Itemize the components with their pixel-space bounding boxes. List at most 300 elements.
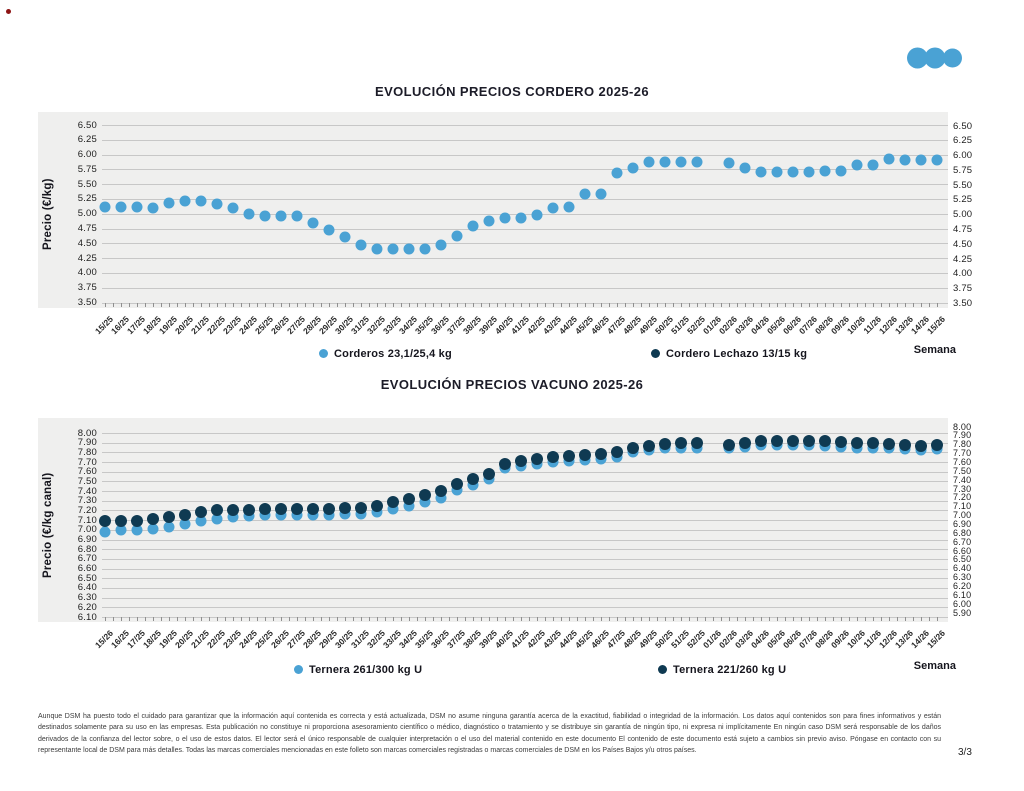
y-axis-tick-label-right: 8.00 [953, 421, 972, 432]
axis-tick-mark [825, 617, 826, 621]
axis-tick-mark [929, 617, 930, 621]
data-point [660, 157, 671, 168]
data-point [436, 240, 447, 251]
y-axis-tick-label-right: 5.25 [953, 194, 973, 206]
data-point [611, 446, 623, 458]
axis-tick-mark [553, 303, 554, 307]
data-point [868, 160, 879, 171]
axis-tick-mark [433, 303, 434, 307]
axis-tick-mark [457, 617, 458, 621]
axis-tick-mark [289, 303, 290, 307]
data-point [675, 437, 687, 449]
y-axis-tick-label-right: 6.40 [953, 563, 972, 574]
data-point [291, 503, 303, 515]
axis-tick-mark [209, 303, 210, 307]
x-axis-week-label: 27/25 [284, 628, 308, 651]
axis-tick-mark [929, 303, 930, 307]
y-axis-tick-label: 8.00 [77, 427, 97, 439]
x-axis-week-label: 36/25 [428, 628, 452, 651]
axis-tick-mark [329, 303, 330, 307]
axis-tick-mark [201, 617, 202, 621]
legend-item [294, 660, 422, 678]
axis-tick-mark [937, 303, 938, 307]
axis-tick-mark [273, 303, 274, 307]
cordero-chart-title: EVOLUCIÓN PRECIOS CORDERO 2025-26 [375, 84, 649, 99]
x-axis-week-label: 21/25 [188, 314, 212, 337]
data-point [403, 493, 415, 505]
axis-tick-mark [561, 303, 562, 307]
legend-dot-icon [658, 665, 667, 674]
data-point [308, 218, 319, 229]
axis-tick-mark [121, 303, 122, 307]
y-axis-label: Precio (€/kg canal) [42, 472, 54, 578]
y-axis-tick-label-right: 7.70 [953, 448, 972, 459]
data-point [724, 157, 735, 168]
x-axis-week-label: 32/25 [364, 628, 388, 651]
axis-tick-mark [473, 617, 474, 621]
y-axis-tick-label-right: 4.50 [953, 238, 973, 250]
data-point [691, 437, 703, 449]
legend-dot-icon [651, 349, 660, 358]
data-point [723, 439, 735, 451]
axis-tick-mark [385, 617, 386, 621]
x-axis-week-label: 22/25 [204, 628, 228, 651]
data-point [132, 202, 143, 213]
y-axis-tick-label: 5.50 [77, 178, 97, 190]
y-axis-tick-label: 6.40 [77, 582, 97, 594]
y-axis-tick-label: 6.20 [77, 601, 97, 613]
data-point [547, 451, 559, 463]
x-axis-week-label: 49/25 [636, 628, 660, 651]
x-axis-week-label: 11/26 [861, 314, 884, 336]
y-axis-tick-label-right: 4.00 [953, 268, 973, 280]
axis-tick-mark [881, 617, 882, 621]
x-axis-week-label: 46/25 [588, 628, 612, 651]
gridline [102, 229, 948, 230]
x-axis-week-label: 01/26 [700, 314, 724, 337]
legend-label: Corderos 23,1/25,4 kg [334, 348, 452, 360]
y-axis-tick-label: 3.50 [77, 297, 97, 308]
axis-tick-mark [337, 617, 338, 621]
data-point [931, 439, 943, 451]
axis-tick-mark [785, 303, 786, 307]
x-axis-week-label: 25/25 [252, 628, 276, 651]
axis-tick-mark [137, 303, 138, 307]
axis-tick-mark [537, 303, 538, 307]
x-axis-week-label: 52/25 [684, 628, 708, 651]
x-axis-week-label: 01/26 [700, 628, 724, 651]
axis-tick-mark [305, 617, 306, 621]
axis-tick-mark [185, 303, 186, 307]
data-point [851, 437, 863, 449]
axis-tick-mark [809, 617, 810, 621]
axis-tick-mark [753, 617, 754, 621]
axis-tick-mark [345, 617, 346, 621]
axis-tick-mark [417, 303, 418, 307]
axis-tick-mark [489, 303, 490, 307]
x-axis-week-label: 52/25 [684, 314, 708, 337]
gridline [102, 559, 948, 560]
axis-tick-mark [393, 303, 394, 307]
y-axis-tick-label: 6.60 [77, 563, 97, 575]
axis-tick-mark [193, 617, 194, 621]
data-point [212, 198, 223, 209]
axis-tick-mark [545, 303, 546, 307]
data-point [819, 435, 831, 447]
y-axis-tick-label-right: 6.80 [953, 527, 972, 538]
axis-tick-mark [937, 617, 938, 621]
axis-tick-mark [857, 303, 858, 307]
gridline [102, 125, 948, 126]
axis-tick-mark [665, 303, 666, 307]
axis-tick-mark [817, 303, 818, 307]
x-axis-week-label: 42/25 [524, 628, 548, 651]
y-axis-tick-label-right: 6.50 [953, 120, 973, 132]
legend-label: Cordero Lechazo 13/15 kg [666, 348, 808, 360]
axis-tick-mark [577, 303, 578, 307]
gridline [102, 155, 948, 156]
y-axis-tick-label: 4.75 [77, 223, 97, 235]
y-axis-tick-label: 6.25 [77, 134, 97, 146]
data-point [483, 468, 495, 480]
legend-label: Ternera 221/260 kg U [673, 664, 787, 676]
x-axis-week-label: 37/25 [444, 314, 468, 337]
y-axis-tick-label-right: 7.60 [953, 456, 972, 467]
data-point [692, 157, 703, 168]
x-axis-week-label: 33/25 [380, 628, 404, 651]
y-axis-tick-label-right: 4.75 [953, 224, 973, 236]
axis-tick-mark [841, 303, 842, 307]
gridline [102, 501, 948, 502]
data-point [756, 167, 767, 178]
axis-tick-mark [281, 617, 282, 621]
data-point [196, 195, 207, 206]
x-axis-week-label: 12/26 [876, 314, 900, 337]
gridline [102, 569, 948, 570]
gridline [102, 243, 948, 244]
axis-tick-mark [729, 303, 730, 307]
data-point [515, 455, 527, 467]
data-point [228, 203, 239, 214]
data-point [900, 154, 911, 165]
x-axis-week-label: 10/26 [844, 628, 868, 651]
x-axis-week-label: 40/25 [492, 628, 516, 651]
x-axis-week-label: 13/26 [892, 314, 916, 337]
data-point [99, 515, 111, 527]
axis-tick-mark [625, 617, 626, 621]
axis-tick-mark [145, 617, 146, 621]
axis-tick-mark [649, 303, 650, 307]
x-axis-week-label: 49/25 [636, 314, 660, 337]
y-axis-tick-label-right: 4.25 [953, 253, 973, 265]
x-axis-week-label: 02/26 [716, 314, 740, 337]
x-axis-week-label: 06/26 [780, 314, 804, 337]
axis-tick-mark [897, 303, 898, 307]
y-axis-label: Precio (€/kg) [42, 178, 54, 250]
cordero-price-chart [38, 112, 973, 360]
axis-tick-mark [265, 617, 266, 621]
axis-tick-mark [697, 303, 698, 307]
x-axis-week-label: 51/25 [668, 314, 692, 337]
data-point [659, 438, 671, 450]
legend-label: Ternera 261/300 kg U [309, 664, 423, 676]
axis-tick-mark [241, 303, 242, 307]
data-point [739, 437, 751, 449]
y-axis-tick-label-right: 7.10 [953, 501, 972, 512]
x-axis-week-label: 45/25 [572, 628, 596, 651]
axis-tick-mark [913, 303, 914, 307]
gridline [102, 452, 948, 453]
data-point [227, 504, 239, 516]
axis-tick-mark [321, 303, 322, 307]
axis-tick-mark [817, 617, 818, 621]
x-axis-week-label: 48/25 [620, 314, 644, 337]
y-axis-tick-label: 7.10 [77, 514, 97, 526]
y-axis-tick-label: 6.30 [77, 592, 97, 604]
data-point [788, 167, 799, 178]
x-axis-week-label: 20/25 [172, 314, 196, 337]
gridline [102, 199, 948, 200]
axis-tick-mark [121, 617, 122, 621]
gridline [102, 303, 948, 304]
axis-tick-mark [393, 617, 394, 621]
axis-tick-mark [609, 617, 610, 621]
y-axis-tick-label: 4.00 [77, 267, 97, 279]
data-point [771, 435, 783, 447]
axis-tick-mark [169, 617, 170, 621]
x-axis-week-label: 20/25 [172, 628, 196, 651]
axis-tick-mark [641, 617, 642, 621]
axis-tick-mark [529, 303, 530, 307]
axis-tick-mark [361, 617, 362, 621]
axis-tick-mark [377, 303, 378, 307]
data-point [787, 435, 799, 447]
y-axis-tick-label: 3.75 [77, 282, 97, 294]
y-axis-tick-label: 7.30 [77, 495, 97, 507]
axis-tick-mark [897, 617, 898, 621]
axis-tick-mark [145, 303, 146, 307]
data-point [244, 208, 255, 219]
x-axis-week-label: 16/25 [108, 314, 132, 337]
legend-item [658, 660, 786, 678]
axis-tick-mark [745, 617, 746, 621]
axis-tick-mark [417, 617, 418, 621]
dsm-three-dots-icon [906, 45, 964, 73]
x-axis-week-label: 23/25 [220, 314, 244, 337]
x-axis-week-label: 14/26 [908, 628, 932, 651]
axis-tick-mark [561, 617, 562, 621]
y-axis-tick-label-right: 7.50 [953, 465, 972, 476]
data-point [307, 503, 319, 515]
data-point [548, 202, 559, 213]
x-axis-week-label: 40/25 [492, 314, 516, 337]
data-point [292, 211, 303, 222]
data-point [148, 203, 159, 214]
axis-tick-mark [921, 303, 922, 307]
axis-tick-mark [545, 617, 546, 621]
disclaimer-text: Aunque DSM ha puesto todo el cuidado para garantizar que la información aquí contenida es correcta y está actualizada, DSM no asume ninguna garantía acerca de la exactitud, fiabilidad o integridad de la información. Los datos aquí contenidos son para fines informativos y están destinados solamente para su uso en las empresas. Esta publicación no constituye ni proporciona asesoramiento científico o médico, diagnóstico o tratamiento y se distribuye sin garantía de ningún tipo, ni expresa ni implícitamente En ningún caso DSM será responsable de los daños derivados de la confianza del lector sobre, o el uso de estos datos. El lector será el único responsable de cualquier interpretación o el uso del material contenido en este documento El contenido de este documento está sujeto a cambios sin previo aviso. Póngase en contacto con su representante local de DSM para más detalles. Todas las marcas comerciales mencionadas en este folleto son marcas comerciales registradas o marcas comerciales de DSM en los Países Bajos y/u otros países. [38, 713, 941, 754]
gridline [102, 549, 948, 550]
axis-tick-mark [529, 617, 530, 621]
y-axis-tick-label: 6.50 [77, 119, 97, 131]
axis-tick-mark [369, 303, 370, 307]
axis-tick-mark [833, 617, 834, 621]
y-axis-tick-label-right: 5.00 [953, 209, 973, 221]
x-axis-week-label: 36/25 [428, 314, 452, 337]
legend-item [651, 344, 807, 362]
axis-tick-mark [697, 617, 698, 621]
axis-tick-mark [705, 303, 706, 307]
x-axis-week-label: 22/25 [204, 314, 228, 337]
data-point [563, 450, 575, 462]
data-point [836, 165, 847, 176]
axis-tick-mark [673, 617, 674, 621]
gridline [102, 481, 948, 482]
data-point [627, 442, 639, 454]
axis-tick-mark [257, 617, 258, 621]
x-axis-week-label: 44/25 [556, 628, 580, 651]
y-axis-tick-label-right: 6.10 [953, 589, 972, 600]
y-axis-tick-label-right: 7.20 [953, 492, 972, 503]
axis-tick-mark [689, 617, 690, 621]
y-axis-tick-label-right: 6.00 [953, 150, 973, 162]
axis-tick-mark [601, 617, 602, 621]
axis-tick-mark [913, 617, 914, 621]
data-point [339, 502, 351, 514]
axis-tick-mark [481, 617, 482, 621]
x-axis-week-label: 09/26 [828, 628, 852, 651]
data-point [915, 440, 927, 452]
axis-tick-mark [633, 617, 634, 621]
axis-tick-mark [369, 617, 370, 621]
y-axis-tick-label-right: 6.90 [953, 518, 972, 529]
gridline [102, 617, 948, 618]
x-axis-week-label: 26/25 [268, 628, 292, 651]
axis-tick-mark [721, 303, 722, 307]
y-axis-tick-label: 5.75 [77, 163, 97, 175]
x-axis-title: Semana [913, 660, 956, 672]
x-axis-week-label: 29/25 [316, 628, 340, 651]
x-axis-week-label: 38/25 [460, 314, 484, 337]
gridline [102, 472, 948, 473]
x-axis-week-label: 08/26 [812, 628, 836, 651]
axis-tick-mark [113, 303, 114, 307]
data-point [596, 188, 607, 199]
data-point [755, 435, 767, 447]
axis-tick-mark [849, 617, 850, 621]
y-axis-tick-label: 7.80 [77, 446, 97, 458]
data-point [259, 503, 271, 515]
axis-tick-mark [137, 617, 138, 621]
data-point [580, 188, 591, 199]
axis-tick-mark [585, 617, 586, 621]
x-axis-week-label: 26/25 [268, 314, 292, 337]
axis-tick-mark [553, 617, 554, 621]
x-axis-week-label: 48/25 [620, 628, 644, 651]
axis-tick-mark [625, 303, 626, 307]
y-axis-tick-label: 4.25 [77, 252, 97, 264]
x-axis-week-label: 47/25 [604, 314, 628, 337]
axis-tick-mark [129, 303, 130, 307]
axis-tick-mark [641, 303, 642, 307]
data-point [531, 453, 543, 465]
axis-tick-mark [337, 303, 338, 307]
gridline [102, 184, 948, 185]
x-axis-week-label: 30/25 [332, 628, 356, 651]
axis-tick-mark [753, 303, 754, 307]
y-axis-tick-label-right: 7.80 [953, 439, 972, 450]
y-axis-tick-label: 7.00 [77, 524, 97, 536]
legend-dot-icon [319, 349, 328, 358]
data-point [211, 504, 223, 516]
axis-tick-mark [129, 617, 130, 621]
axis-tick-mark [105, 617, 106, 621]
axis-tick-mark [465, 303, 466, 307]
x-axis-week-label: 28/25 [300, 314, 324, 337]
data-point [564, 202, 575, 213]
data-point [852, 160, 863, 171]
axis-tick-mark [609, 303, 610, 307]
axis-tick-mark [401, 617, 402, 621]
axis-tick-mark [825, 303, 826, 307]
y-axis-tick-label-right: 7.30 [953, 483, 972, 494]
axis-tick-mark [801, 303, 802, 307]
y-axis-tick-label-right: 6.50 [953, 554, 972, 565]
x-axis-week-label: 03/26 [732, 314, 756, 337]
data-point [451, 478, 463, 490]
axis-tick-mark [769, 617, 770, 621]
x-axis-week-label: 05/26 [764, 628, 788, 651]
axis-tick-mark [865, 617, 866, 621]
axis-tick-mark [497, 617, 498, 621]
gridline [102, 433, 948, 434]
data-point [628, 162, 639, 173]
x-axis-week-label: 07/26 [796, 628, 820, 651]
data-point [243, 504, 255, 516]
x-axis-week-label: 32/25 [364, 314, 388, 337]
axis-tick-mark [713, 617, 714, 621]
data-point [387, 496, 399, 508]
gridline [102, 540, 948, 541]
x-axis-week-label: 51/25 [668, 628, 692, 651]
x-axis-week-label: 33/25 [380, 314, 404, 337]
axis-tick-mark [249, 303, 250, 307]
gridline [102, 273, 948, 274]
x-axis-week-label: 39/25 [476, 314, 500, 337]
y-axis-tick-label-right: 6.00 [953, 598, 972, 609]
data-point [340, 231, 351, 242]
x-axis-week-label: 04/26 [748, 628, 772, 651]
axis-tick-mark [361, 303, 362, 307]
axis-tick-mark [593, 617, 594, 621]
axis-tick-mark [505, 617, 506, 621]
axis-tick-mark [265, 303, 266, 307]
x-axis-week-label: 11/26 [861, 628, 884, 650]
data-point [676, 157, 687, 168]
data-point [899, 439, 911, 451]
axis-tick-mark [841, 617, 842, 621]
y-axis-tick-label: 4.50 [77, 237, 97, 249]
axis-tick-mark [593, 303, 594, 307]
x-axis-title: Semana [913, 344, 956, 356]
data-point [116, 202, 127, 213]
y-axis-tick-label-right: 6.20 [953, 580, 972, 591]
y-axis-tick-label-right: 5.75 [953, 164, 973, 176]
x-axis-week-label: 31/25 [348, 628, 372, 651]
x-axis-week-label: 31/25 [348, 314, 372, 337]
x-axis-week-label: 35/25 [412, 314, 436, 337]
x-axis-week-label: 19/25 [156, 628, 180, 651]
